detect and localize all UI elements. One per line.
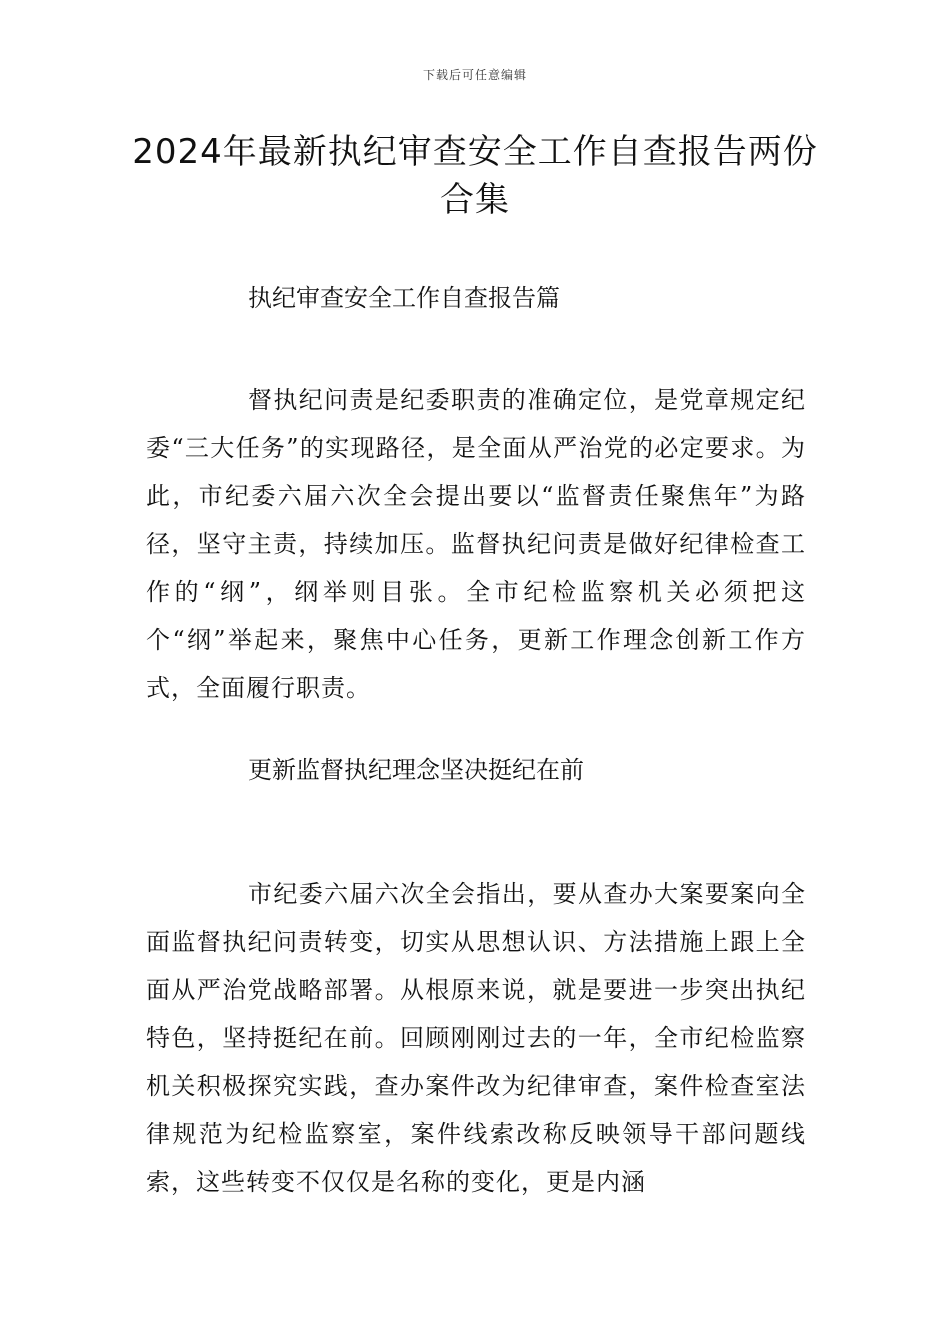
body-paragraph: 督执纪问责是纪委职责的准确定位，是党章规定纪委“三大任务”的实现路径，是全面从严治党的必定要求。为此，市纪委六届六次全会提出要以“监督责任聚焦年”为路径，坚守主责，持续加压。监督执纪问责是做好纪律检查工作的“纲”，纲举则目张。全市纪检监察机关必须把这个“纲”举起来，聚焦中心任务，更新工作理念创新工作方式，全面履行职责。 [146,386,806,702]
document-title: 2024年最新执纪审查安全工作自查报告两份合集 [132,132,818,220]
header-note: 下载后可任意编辑 [422,68,527,82]
section-1 [146,274,806,322]
section-heading: 执纪审查安全工作自查报告篇 [248,284,560,312]
body-paragraph: 市纪委六届六次全会指出，要从查办大案要案向全面监督执纪问责转变，切实从思想认识、方法措施上跟上全面从严治党战略部署。从根原来说，就是要进一步突出执纪特色，坚持挺纪在前。回顾刚刚过去的一年，全市纪检监察机关积极探究实践，查办案件改为纪律审查，案件检查室法律规范为纪检监察室，案件线索改称反映领导干部问题线索，这些转变不仅仅是名称的变化，更是内涵 [146,880,806,1196]
section-1-body [146,376,806,712]
section-2 [146,746,806,794]
section-2-body [146,870,806,1206]
section-heading: 更新监督执纪理念坚决挺纪在前 [248,756,584,784]
